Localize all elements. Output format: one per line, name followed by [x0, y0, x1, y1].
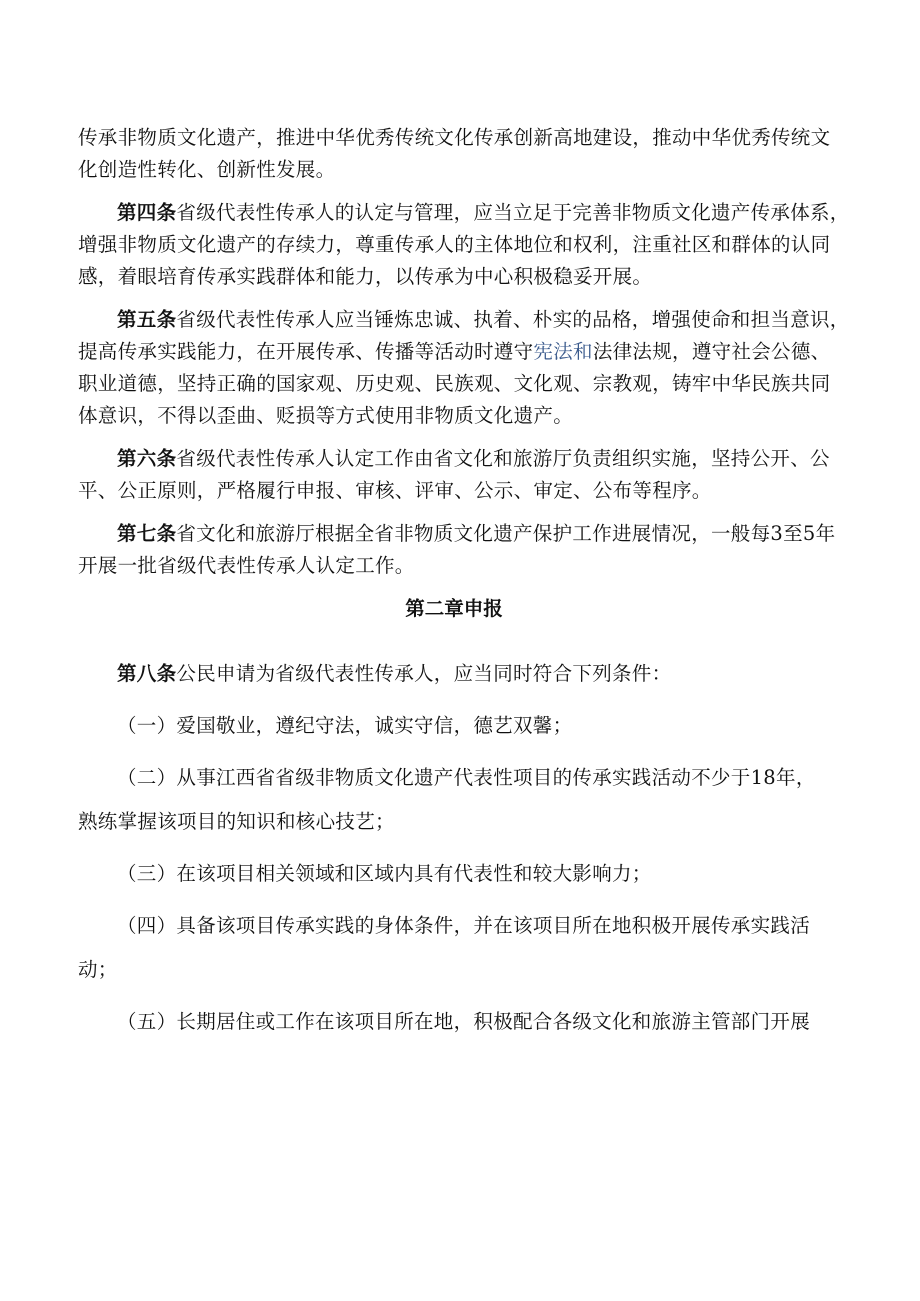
- condition-4: [78, 910, 830, 986]
- text-line: 职业道德，坚持正确的国家观、历史观、民族观、文化观、宗教观，铸牢中华民族共同: [78, 372, 831, 395]
- text-line: 增强非物质文化遗产的存续力，尊重传承人的主体地位和权利，注重社区和群体的认同: [78, 233, 831, 256]
- condition-2: [78, 762, 830, 838]
- text-line: 化创造性转化、创新性发展。: [78, 158, 336, 181]
- text-line: [78, 658, 830, 690]
- article-text: 公民申请为省级代表性传承人，应当同时符合下列条件：: [176, 662, 672, 685]
- text-line: （一）爱国敬业，遵纪守法，诚实守信，德艺双馨；: [117, 714, 573, 737]
- text-line: [78, 443, 830, 475]
- intro-paragraph: [78, 122, 830, 186]
- article-5: [78, 304, 850, 432]
- article-title: 第八条: [117, 662, 177, 685]
- text-line: [78, 518, 836, 550]
- text-line: 平、公正原则，严格履行申报、审核、评审、公示、审定、公布等程序。: [78, 479, 712, 502]
- article-title: 第七条: [117, 522, 177, 545]
- article-text: 省文化和旅游厅根据全省非物质文化遗产保护工作进展情况，一般每3至5年: [176, 522, 836, 545]
- text-line: 感，着眼培育传承实践群体和能力，以传承为中心积极稳妥开展。: [78, 265, 653, 288]
- text-line: 熟练掌握该项目的知识和核心技艺；: [78, 810, 395, 833]
- article-7: [78, 518, 836, 582]
- article-8: [78, 658, 830, 690]
- text-line: （三）在该项目相关领域和区域内具有代表性和较大影响力；: [117, 862, 652, 885]
- text-line: （四）具备该项目传承实践的身体条件，并在该项目所在地积极开展传承实践活: [117, 914, 811, 937]
- article-text: 省级代表性传承人认定工作由省文化和旅游厅负责组织实施，坚持公开、公: [176, 447, 830, 470]
- text-line: [78, 336, 830, 368]
- constitution-link[interactable]: 宪法和: [533, 340, 593, 363]
- article-text: 提高传承实践能力，在开展传承、传播等活动时遵守: [78, 340, 534, 363]
- text-line: 动；: [78, 958, 118, 981]
- text-line: 传承非物质文化遗产，推进中华优秀传统文化传承创新高地建设，推动中华优秀传统文: [78, 126, 831, 149]
- article-title: 第四条: [117, 201, 177, 224]
- text-line: （五）长期居住或工作在该项目所在地，积极配合各级文化和旅游主管部门开展: [117, 1010, 811, 1033]
- document-page: [78, 122, 850, 1058]
- article-title: 第六条: [117, 447, 177, 470]
- article-text: 省级代表性传承人应当锤炼忠诚、执着、朴实的品格，增强使命和担当意识，: [176, 308, 850, 331]
- article-text: 法律法规，遵守社会公德、: [592, 340, 831, 363]
- text-line: [78, 197, 850, 229]
- text-line: [78, 304, 850, 336]
- text-line: 开展一批省级代表性传承人认定工作。: [78, 554, 415, 577]
- article-title: 第五条: [117, 308, 177, 331]
- condition-5: [78, 1006, 830, 1038]
- article-text: 省级代表性传承人的认定与管理，应当立足于完善非物质文化遗产传承体系，: [176, 201, 850, 224]
- article-6: [78, 443, 830, 507]
- chapter-heading: 第二章申报: [405, 597, 503, 620]
- text-line: （二）从事江西省省级非物质文化遗产代表性项目的传承实践活动不少于18年，: [117, 766, 816, 789]
- condition-3: [78, 858, 830, 890]
- condition-1: [78, 710, 830, 742]
- text-line: 体意识，不得以歪曲、贬损等方式使用非物质文化遗产。: [78, 404, 574, 427]
- article-4: [78, 197, 850, 293]
